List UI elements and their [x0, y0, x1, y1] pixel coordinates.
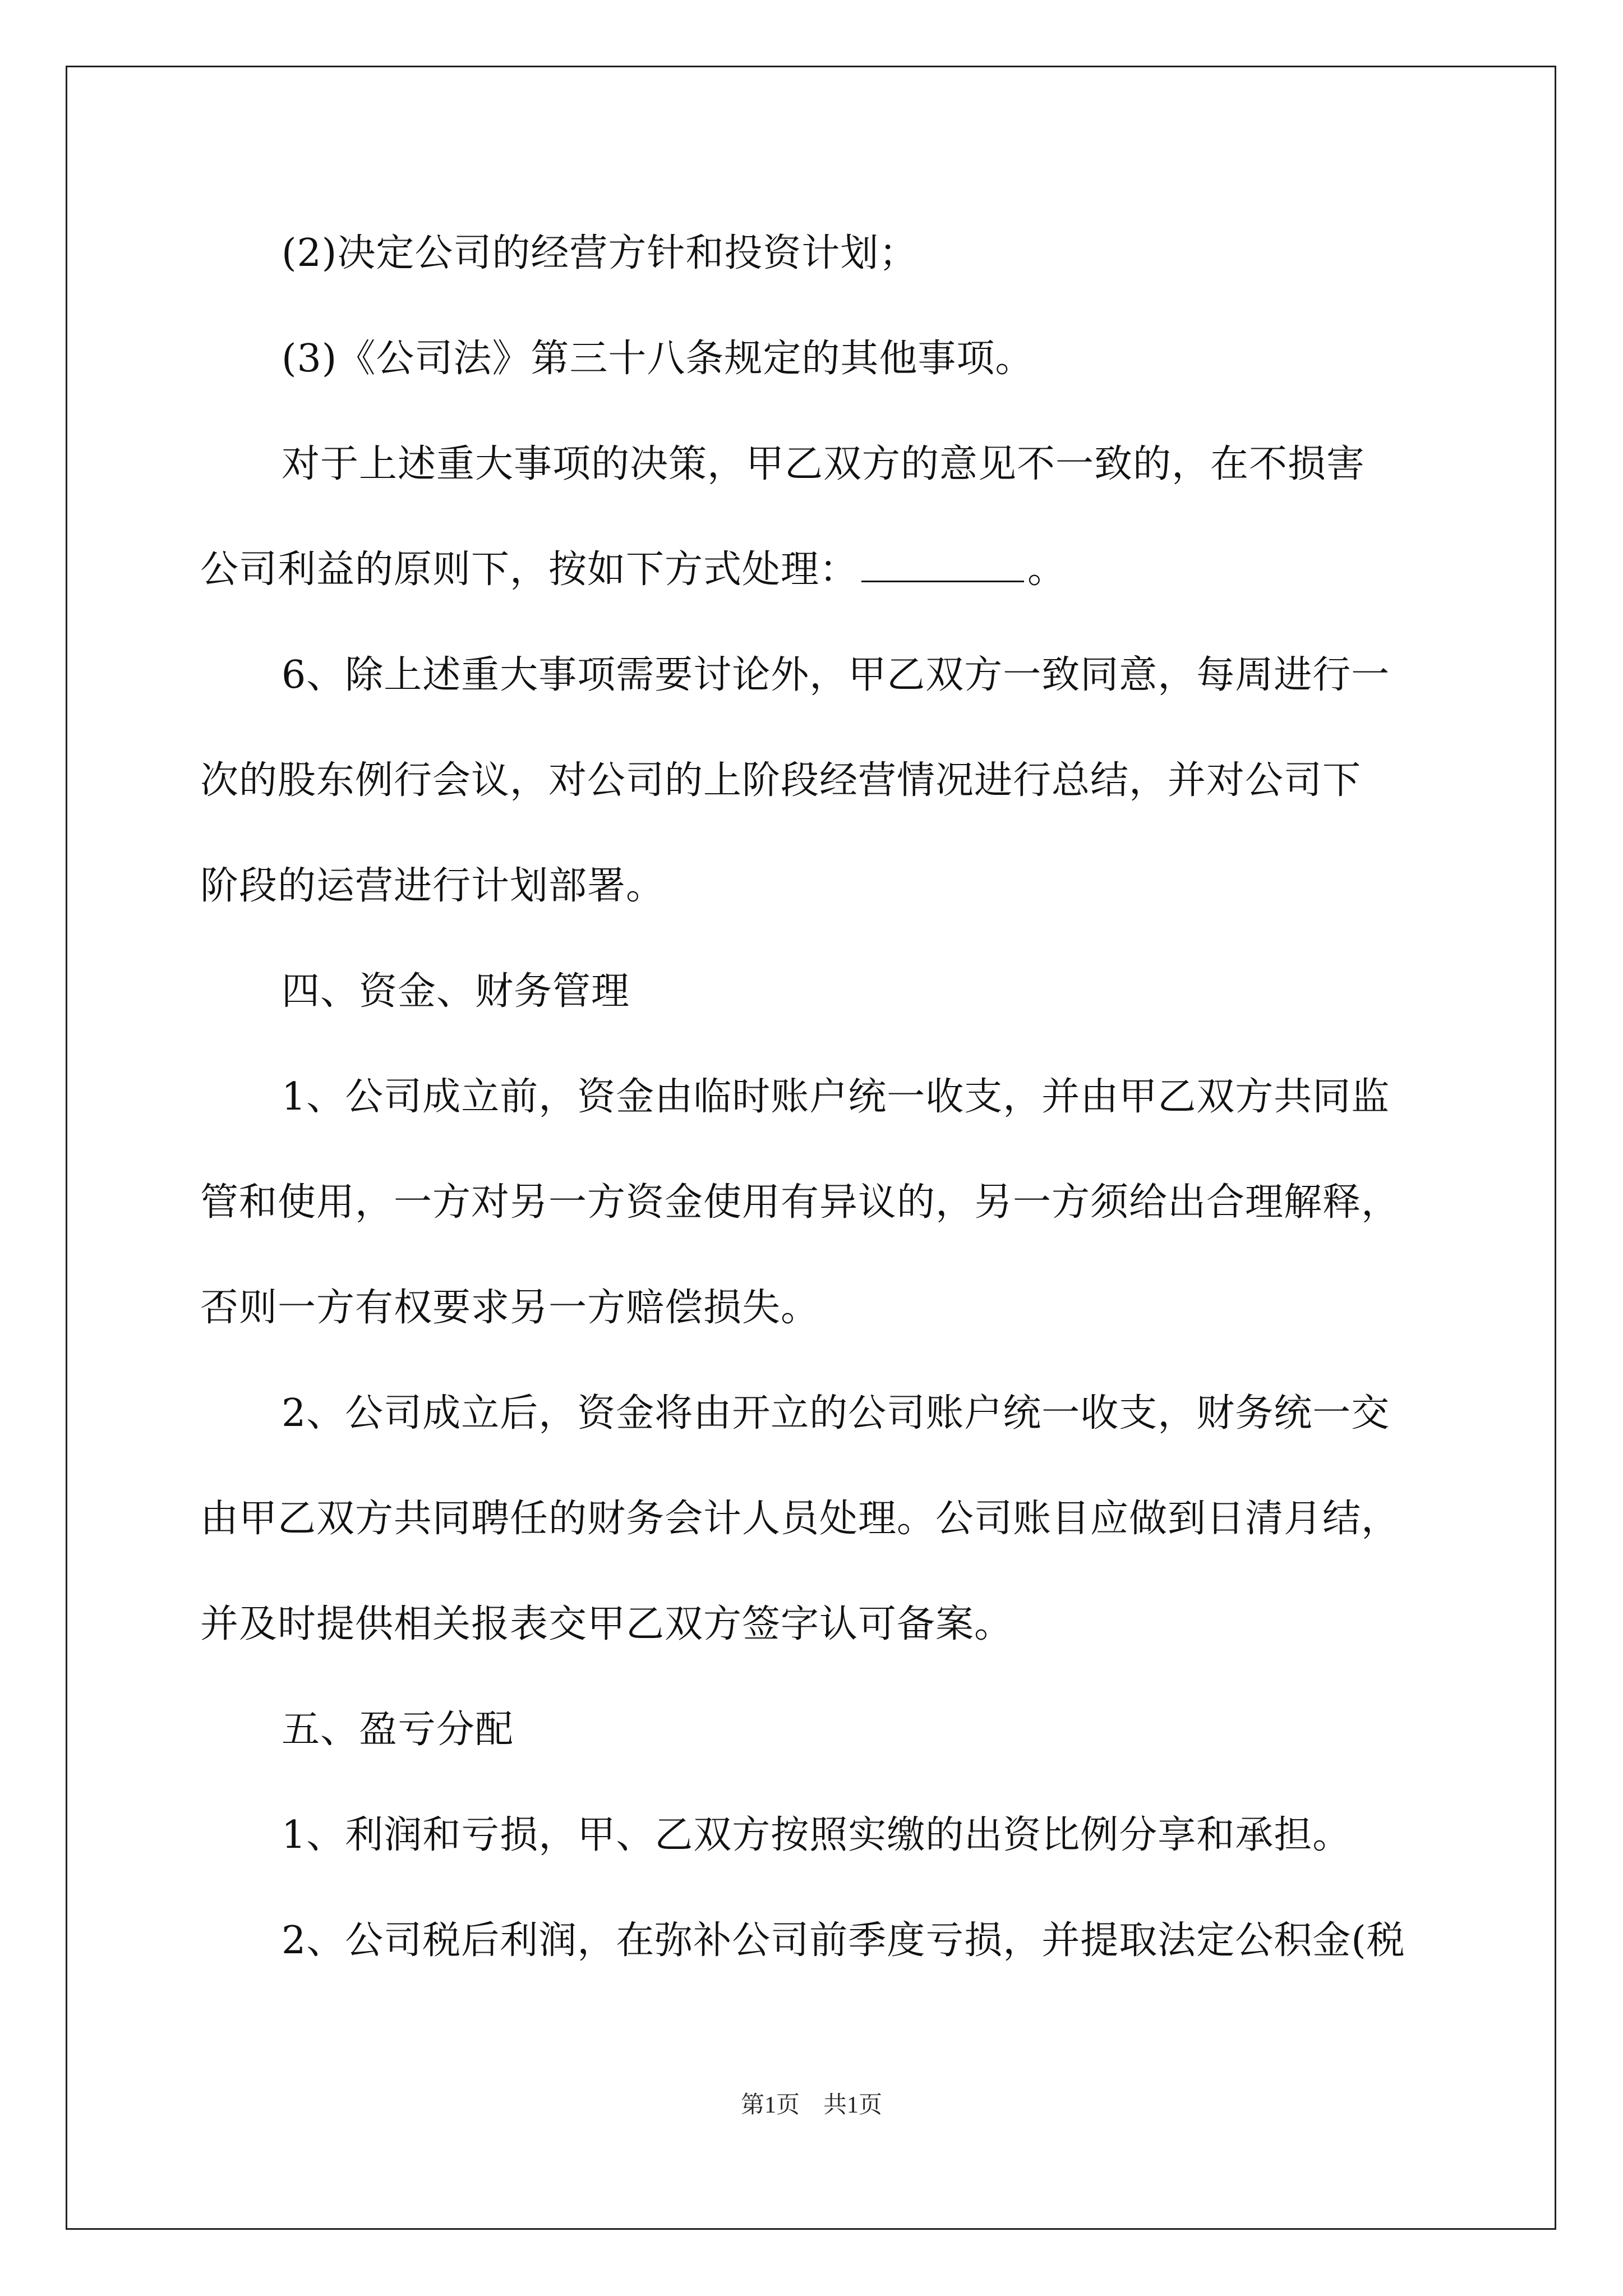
paragraph-line: 并及时提供相关报表交甲乙双方签字认可备案。	[200, 1602, 1013, 1646]
section-heading: 四、资金、财务管理	[282, 969, 630, 1014]
paragraph-line: 否则一方有权要求另一方赔偿损失。	[200, 1286, 820, 1330]
paragraph-line: 对于上述重大事项的决策，甲乙双方的意见不一致的，在不损害	[282, 442, 1366, 486]
paragraph-line	[200, 547, 1066, 592]
paragraph-line: 6、除上述重大事项需要讨论外，甲乙双方一致同意，每周进行一	[282, 653, 1390, 697]
paragraph-line: (2)决定公司的经营方针和投资计划；	[282, 231, 918, 275]
paragraph-line: 2、公司成立后，资金将由开立的公司账户统一收支，财务统一交	[282, 1391, 1390, 1435]
paragraph-line: 管和使用，一方对另一方资金使用有异议的，另一方须给出合理解释，	[200, 1180, 1400, 1225]
paragraph-line: 次的股东例行会议，对公司的上阶段经营情况进行总结，并对公司下	[200, 758, 1362, 803]
paragraph-line: 1、公司成立前，资金由临时账户统一收支，并由甲乙双方共同监	[282, 1075, 1390, 1119]
paragraph-text: 公司利益的原则下，按如下方式处理：	[200, 547, 859, 592]
page-border	[66, 66, 1556, 2230]
paragraph-line: 阶段的运营进行计划部署。	[200, 864, 665, 908]
fill-in-blank	[861, 549, 1024, 582]
paragraph-line: 2、公司税后利润，在弥补公司前季度亏损，并提取法定公积金(税	[282, 1918, 1405, 1963]
paragraph-text: 。	[1027, 547, 1067, 592]
page-number-footer: 第1页 共1页	[740, 2092, 882, 2118]
paragraph-line: 由甲乙双方共同聘任的财务会计人员处理。公司账目应做到日清月结，	[200, 1497, 1400, 1541]
paragraph-line: (3)《公司法》第三十八条规定的其他事项。	[282, 337, 1034, 381]
section-heading: 五、盈亏分配	[282, 1708, 514, 1752]
paragraph-line: 1、利润和亏损，甲、乙双方按照实缴的出资比例分享和承担。	[282, 1813, 1352, 1857]
